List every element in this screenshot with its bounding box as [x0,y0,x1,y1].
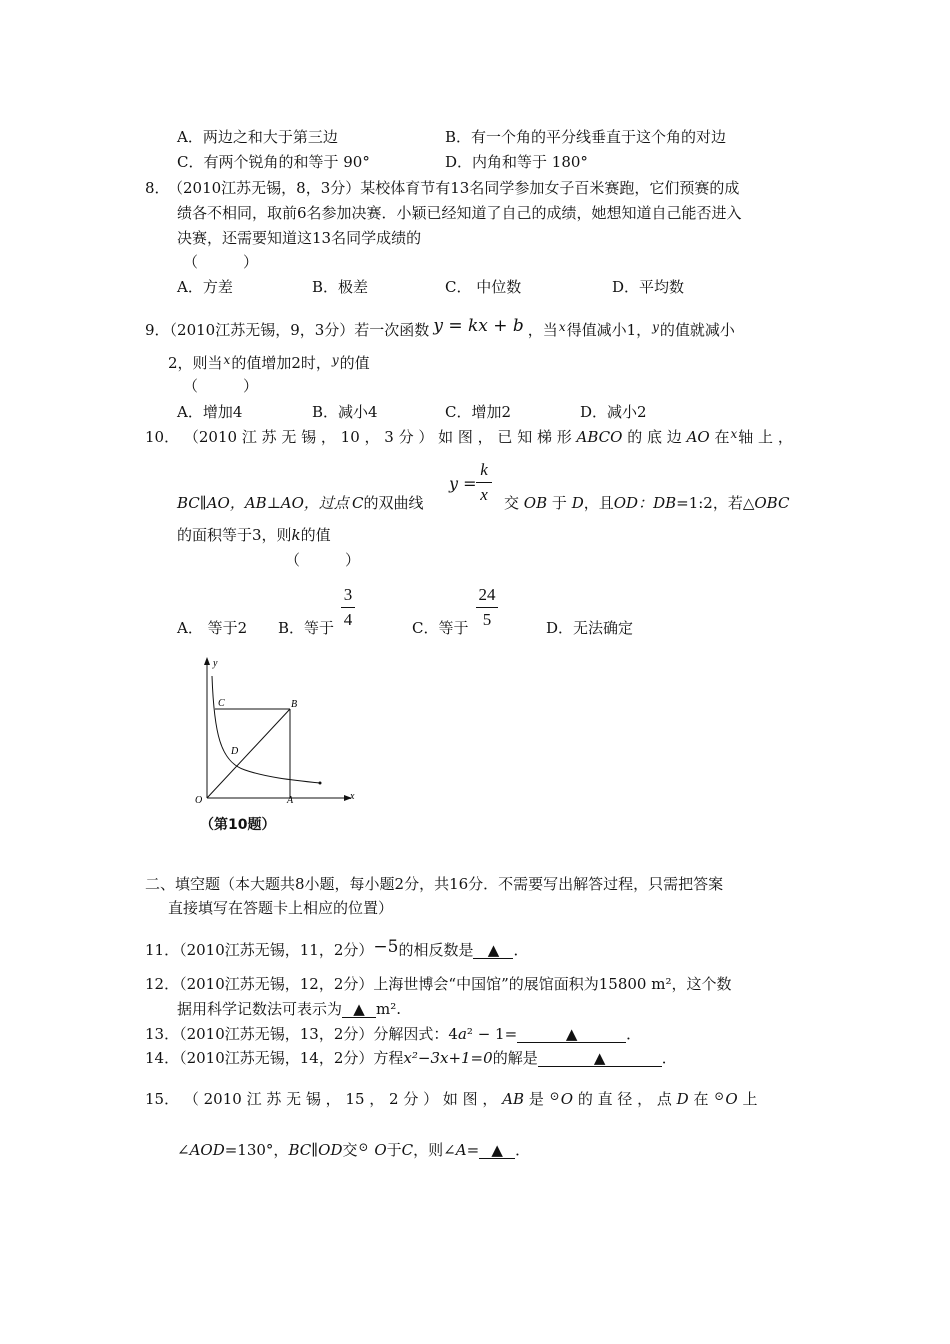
circle-dot-icon: ⊙ [358,1140,369,1154]
q10-ob: OB [523,494,548,512]
q14-equation: x²−3x+1=0 [403,1049,493,1067]
q10-line2b [352,493,424,513]
q10-option-b-fraction [341,585,355,630]
q13-answer-blank[interactable]: ▲ [517,1026,626,1043]
q14 [145,1048,677,1068]
q11-value: −5 [373,937,399,957]
q9-text: 的值 [339,354,370,372]
q15-text: 的 直 径 ， 点 [577,1090,672,1108]
label-b: B [291,699,298,710]
q8-option-b: B．极差 [312,278,369,296]
q14-number: 14． [145,1049,180,1067]
q11 [145,937,529,960]
q15-line1 [145,1089,757,1110]
q9-line1 [145,316,735,341]
q10-figure [190,652,365,812]
q11-text: ． [513,941,529,959]
q15-circle-o: O [560,1090,574,1108]
q13-text: （2010江苏无锡，13，2分）分解因式：4 [179,1025,458,1043]
q10-line2c [504,493,789,513]
q11-text: （2010江苏无锡，11，2分） [179,941,374,959]
q13 [145,1024,641,1044]
q10-text: 于 [551,494,567,512]
q10-line2a: BC∥AO，AB⊥AO，过点 [177,494,349,512]
q15-text: 交 [342,1141,358,1159]
q10-od-db: OD：DB [613,494,677,512]
q9-paren: （ ） [183,377,259,395]
q8-line2: 绩各不相同，取前6名参加决赛．小颖已经知道了自己的成绩，她想知道自己能否进入 [177,204,742,222]
q15-text: 上 [742,1090,758,1108]
curve-endpoint [319,782,322,785]
q15-number: 15． [145,1090,180,1108]
q10-text: 在 [714,428,730,446]
q12-text: （2010江苏无锡，12，2分）上海世博会“中国馆”的展馆面积为15800 m²，这个数 [179,975,732,993]
q10-option-a: A． 等于2 [177,619,248,637]
q10-line3 [177,525,331,545]
q9-text: 的值增加2时， [231,354,331,372]
q15-text: 是 [528,1090,544,1108]
q15-text: = [466,1141,480,1159]
q15-point-c: C [401,1141,414,1159]
q11-text: 的相反数是 [398,941,474,959]
q12-line1 [145,974,731,994]
q12-answer-blank[interactable]: ▲ [342,1001,376,1018]
q13-var-a: a [457,1025,467,1043]
q10-option-b: B．等于 [278,619,335,637]
q8-option-d: D．平均数 [612,278,685,296]
q10-point-d: D [571,494,584,512]
q7-option-d: D．内角和等于 180° [445,153,588,171]
q14-text: （2010江苏无锡，14，2分）方程 [179,1049,404,1067]
q15-text: =130°， [224,1141,289,1159]
q12-number: 12． [145,975,180,993]
q10-text: 的双曲线 [363,494,424,512]
q12-text: m². [376,1000,402,1018]
q10-var-x: x [730,427,738,441]
q10-paren: （ ） [285,551,361,569]
q10-option-c-fraction [476,585,498,630]
q10-b-num: 3 [343,585,353,604]
q9-option-a: A．增加4 [177,403,243,421]
q9-option-c: C．增加2 [445,403,512,421]
q10-line1 [145,427,793,448]
q15-line2 [177,1140,530,1161]
q7-option-a: A．两边之和大于第三边 [177,128,338,146]
q15-ab: AB [502,1090,525,1108]
q9-text: 的值就减小 [659,321,735,339]
q7-option-b: B．有一个角的平分线垂直于这个角的对边 [445,128,727,146]
q9-number: 9． [145,321,170,339]
q9-var-x: x [223,353,231,367]
q9-var-x: x [558,320,566,334]
q15-point-d: D [676,1090,689,1108]
q15-text: 在 [693,1090,709,1108]
q9-text: （2010江苏无锡，9，3分）若一次函数 [169,321,430,339]
q9-formula: y = kx + b [433,316,524,336]
q9-text: 2，则当 [168,354,223,372]
q15-text: 于 [386,1141,402,1159]
label-d: D [231,746,239,757]
q15-angle-aod: ∠AOD [177,1141,225,1159]
q15-bc-od: BC∥OD [288,1141,343,1159]
q12-line2 [177,999,401,1019]
q9-var-y: y [331,353,339,367]
q8-line1: （2010江苏无锡，8，3分）某校体育节有13名同学参加女子百米赛跑，它们预赛的成 [168,179,740,197]
q11-number: 11． [145,941,180,959]
fraction-bar [476,482,492,483]
q15-text: ，则∠ [413,1141,456,1159]
q10-number: 10． [145,428,180,446]
q9-line2 [168,353,370,374]
q9-option-b: B．减小4 [312,403,378,421]
q13-number: 13． [145,1025,180,1043]
label-o: O [195,795,203,806]
q10-text: 交 [504,494,520,512]
q14-answer-blank[interactable]: ▲ [538,1050,662,1067]
label-c: C [218,698,225,709]
q9-var-y: y [652,320,659,334]
q8-paren: （ ） [183,253,259,271]
q10-frac-num: k [480,460,488,479]
q10-text: 的 底 边 [627,428,682,446]
q10-option-d: D．无法确定 [546,619,634,637]
q10-text: 的值 [300,526,331,544]
fraction-bar [341,607,355,608]
q15-text: ． [515,1141,531,1159]
label-x: x [350,791,355,802]
q14-text: ． [661,1049,677,1067]
q8-line3: 决赛，还需要知道这13名同学成绩的 [177,229,422,247]
label-y: y [213,658,218,669]
q10-text: =1:2，若△ [676,494,755,512]
q10-abco: ABCO [576,428,623,446]
circle-dot-icon: ⊙ [549,1089,560,1103]
q9-text: ，当 [527,321,558,339]
q12-text: 据用科学记数法可表示为 [177,1000,343,1018]
q7-option-c: C．有两个锐角的和等于 90° [177,153,370,171]
q8-option-c: C． 中位数 [445,278,522,296]
hyperbola-curve [212,676,320,783]
q10-var-k: k [291,526,301,544]
q10-text: 轴 上 ， [738,428,793,446]
section2-line1: 二、填空题（本大题共8小题，每小题2分，共16分．不需要写出解答过程，只需把答案 [145,875,724,893]
q10-text: ，且 [583,494,614,512]
q13-text: ． [626,1025,642,1043]
q10-c-num: 24 [478,585,496,604]
q10-hyperbola-y: y = [449,474,477,493]
q15-circle-o: O [374,1141,387,1159]
q15-text: （ 2010 江 苏 无 锡 ， 15 ， 2 分 ） 如 图 ， [183,1090,498,1108]
q8-option-a: A．方差 [177,278,233,296]
y-axis-arrow [204,657,210,665]
q10-c-den: 5 [482,610,492,629]
q11-answer-blank[interactable]: ▲ [473,942,513,959]
q10-text: （2010 江 苏 无 锡 ， 10 ， 3 分 ） 如 图 ， 已 知 梯 形 [183,428,572,446]
q13-text: ² − 1= [466,1025,518,1043]
q15-answer-blank[interactable]: ▲ [479,1142,515,1159]
q10-obc: OBC [754,494,790,512]
fraction-bar [476,607,498,608]
q10-option-c: C．等于 [412,619,469,637]
circle-dot-icon: ⊙ [714,1089,725,1103]
q10-point-c: C [352,494,364,512]
q8-number: 8． [145,179,170,197]
segment-ob [207,709,290,798]
q10-b-den: 4 [343,610,353,629]
q10-text: 的面积等于3，则 [177,526,292,544]
q10-figure-caption: （第10题） [200,817,276,833]
q10-frac-den: x [480,485,488,504]
q15-circle-o: O [725,1090,738,1108]
q15-angle-a: A [455,1141,467,1159]
q14-text: 的解是 [492,1049,538,1067]
q9-text: 得值减小1， [566,321,652,339]
label-a: A [287,795,294,806]
section2-line2: 直接填写在答题卡上相应的位置） [168,899,394,917]
q9-option-d: D．减小2 [580,403,647,421]
q10-ao: AO [686,428,710,446]
q10-hyperbola-fraction [476,460,492,505]
